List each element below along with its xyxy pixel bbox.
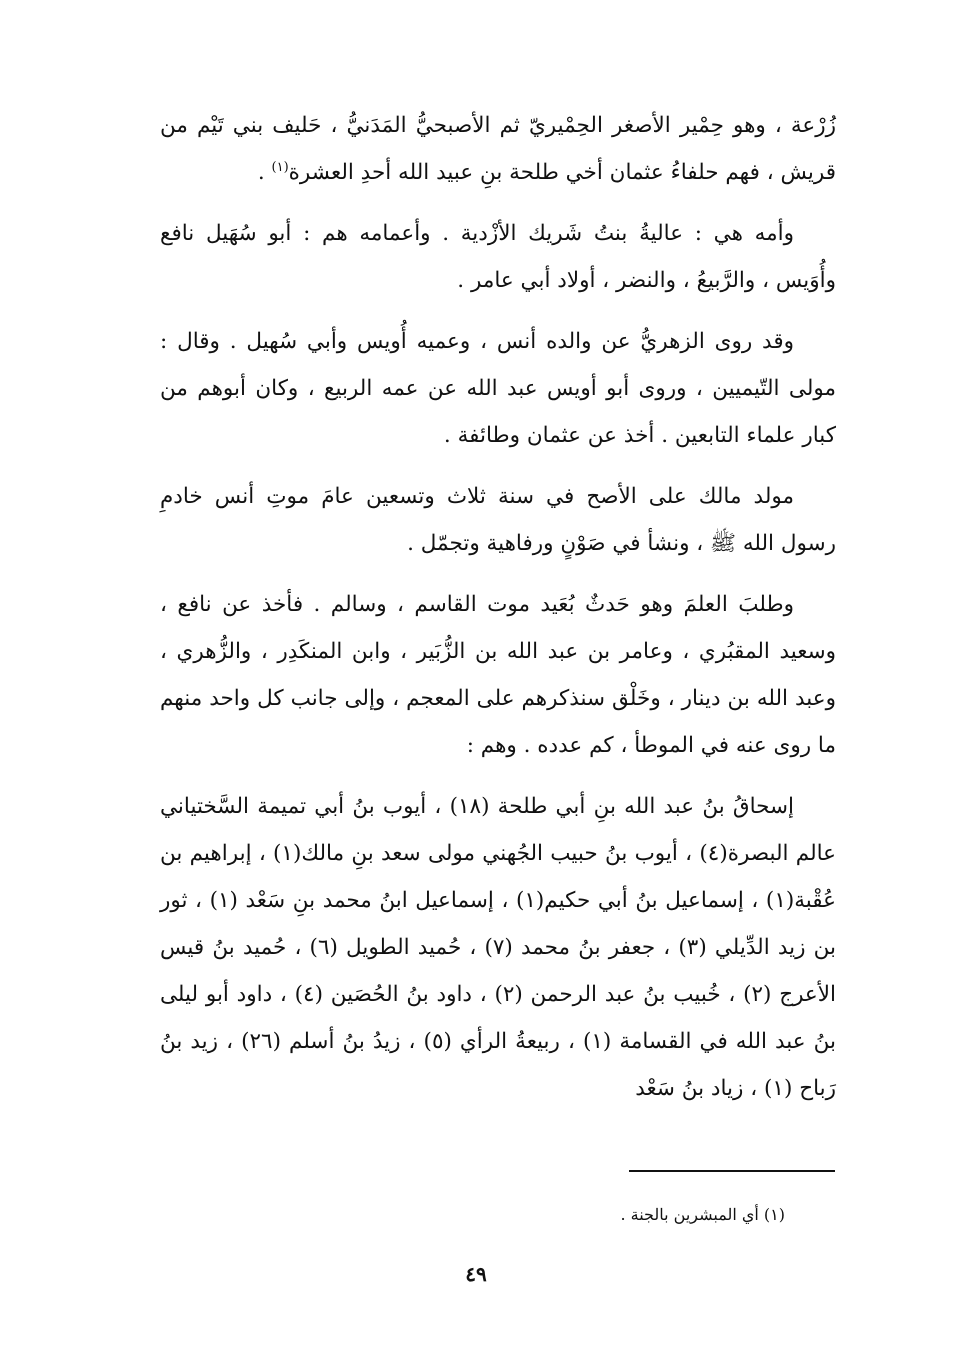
- footnote-divider: [629, 1170, 835, 1172]
- paragraph-4: مولد مالك على الأصح في سنة ثلاث وتسعين عامَ موتِ أنس خادمِ رسول الله ﷺ ، ونشأ في صَوْنٍ ورفاهية وتجمّل .: [160, 484, 836, 556]
- main-text: [160, 102, 836, 1126]
- paragraph-1: [160, 102, 836, 196]
- paragraph-1-text: زُرْعة ، وهو حِمْير الأصغر الحِمْيريّ ثم الأصبحيُّ المَدَنيُّ ، حَليف بني تَيْم من قريش ، فهم حلفاءُ عثمان أخي طلحة بنِ عبيد الله أحدِ العشرة: [160, 113, 836, 185]
- paragraph-1-tail: .: [257, 160, 272, 185]
- footnote-reference: (١): [271, 159, 289, 175]
- paragraph-5: وطلبَ العلمَ وهو حَدثٌ بُعَيد موت القاسم ، وسالم . فأخذ عن نافع ، وسعيد المقبُري ، وعامر بن عبد الله بن الزُّبَير ، وابن المنكَدِر ، والزُّهري ، وعبد الله بن دينار ، وخَلْق سنذكرهم على المعجم ، وإلى جانب كل واحد منهم ما روى عنه في الموطأ ، كم عدده . وهم :: [160, 592, 836, 758]
- footnote: (١) أي المبشرين بالجنة .: [620, 1205, 785, 1224]
- paragraph-3: وقد روى الزهريُّ عن والده أنس ، وعميه أُويس وأبي سُهيل . وقال : مولى التّيميين ، وروى أبو أويس عبد الله عن عمه الربيع ، وكان أبوهم من كبار علماء التابعين . أخذ عن عثمان وطائفة .: [160, 329, 836, 448]
- paragraph-2: وأمه هي : عاليةُ بنتُ شَريك الأزْدية . وأعمامه هم : أبو سُهَيل نافع وأُوَيس ، والرَّبيعُ ، والنضر ، أولاد أبي عامر .: [160, 221, 836, 293]
- paragraph-6: إسحاقُ بنُ عبد الله بنِ أبي طلحة (١٨) ، أيوب بنُ أبي تميمة السَّختياني عالم البصرة(٤) ، أيوب بنُ حبيب الجُهني مولى سعد بنِ مالك(١) ، إبراهيم بن عُقْبة(١) ، إسماعيل بنُ أبي حكيم(١) ، إسماعيل ابنُ محمد بنِ سَعْد (١) ، ثور بن زيد الدِّيلي (٣) ، جعفر بنُ محمد (٧) ، حُميد الطويل (٦) ، حُميد بنُ قيس الأعرج (٢) ، خُبيب بنُ عبد الرحمن (٢) ، داود بنُ الحُصَين (٤) ، داود أبو ليلى بنُ عبد الله في القسامة (١) ، ربيعةُ الرأي (٥) ، زيدُ بنُ أسلم (٢٦) ، زيد بنُ رَباح (١) ، زياد بنُ سَعْد: [160, 794, 837, 1101]
- page-number: ٤٩: [465, 1262, 487, 1286]
